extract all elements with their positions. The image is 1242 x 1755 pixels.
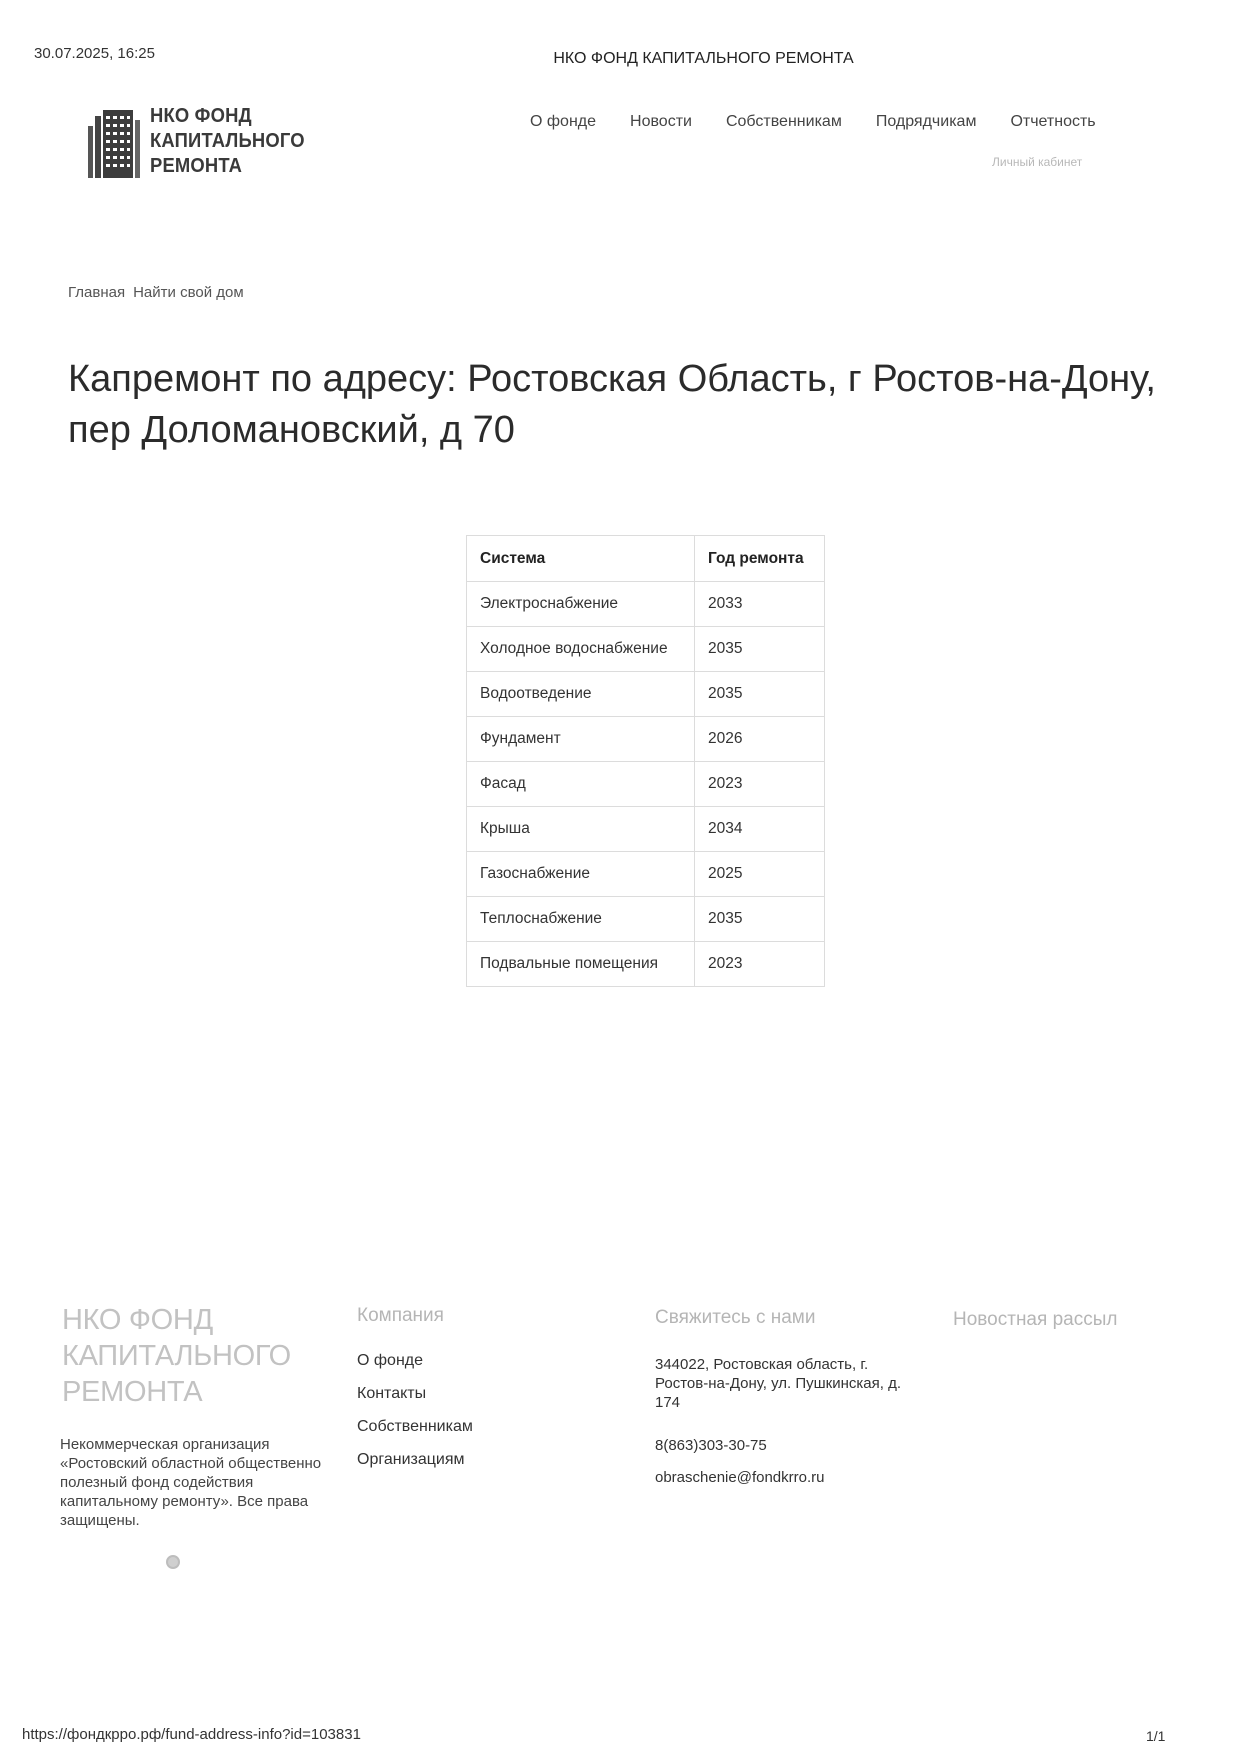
site-logo[interactable] xyxy=(88,104,318,179)
table-row xyxy=(467,627,825,672)
system-cell: Электроснабжение xyxy=(467,582,695,627)
main-nav xyxy=(530,113,1130,131)
year-cell: 2035 xyxy=(695,672,825,717)
footer-logo-line: КАПИТАЛЬНОГО xyxy=(62,1340,291,1372)
footer-phone[interactable]: 8(863)303-30-75 xyxy=(655,1437,767,1454)
logo-text xyxy=(150,104,305,179)
footer-logo-line: НКО ФОНД xyxy=(62,1304,213,1336)
social-circle-icon[interactable] xyxy=(166,1555,180,1569)
system-cell: Теплоснабжение xyxy=(467,897,695,942)
table-header-row xyxy=(467,536,825,582)
logo-line: НКО ФОНД xyxy=(150,105,252,127)
table-row xyxy=(467,672,825,717)
system-cell: Газоснабжение xyxy=(467,852,695,897)
footer-link-about[interactable]: О фонде xyxy=(357,1352,424,1369)
logo-line: РЕМОНТА xyxy=(150,155,243,177)
system-cell: Крыша xyxy=(467,807,695,852)
table-row xyxy=(467,807,825,852)
table-row xyxy=(467,582,825,627)
year-cell: 2025 xyxy=(695,852,825,897)
breadcrumb-current[interactable]: Найти свой дом xyxy=(133,284,244,301)
nav-item-contractors[interactable]: Подрядчикам xyxy=(875,113,977,130)
nav-item-news[interactable]: Новости xyxy=(630,113,692,130)
system-cell: Фундамент xyxy=(467,717,695,762)
footer-company-heading: Компания xyxy=(357,1305,444,1326)
nav-item-about[interactable]: О фонде xyxy=(530,113,597,130)
nav-item-reports[interactable]: Отчетность xyxy=(1010,113,1096,130)
footer-email[interactable]: obraschenie@fondkrro.ru xyxy=(655,1469,825,1486)
footer-link-contacts[interactable]: Контакты xyxy=(357,1385,427,1402)
year-cell: 2035 xyxy=(695,897,825,942)
footer-address: 344022, Ростовская область, г. Ростов-на-Дону, ул. Пушкинская, д. 174 xyxy=(655,1356,902,1411)
column-header-system: Система xyxy=(467,536,695,582)
footer-link-owners[interactable]: Собственникам xyxy=(357,1418,473,1435)
year-cell: 2033 xyxy=(695,582,825,627)
print-page-title: НКО ФОНД КАПИТАЛЬНОГО РЕМОНТА xyxy=(553,50,854,67)
building-logo-icon xyxy=(88,106,144,178)
page-title: Капремонт по адресу: Ростовская Область, г Ростов-на-Дону, пер Доломановский, д 70 xyxy=(68,358,1156,451)
nav-item-owners[interactable]: Собственникам xyxy=(725,113,842,130)
column-header-year: Год ремонта xyxy=(695,536,825,582)
footer-logo[interactable] xyxy=(62,1302,291,1410)
year-cell: 2035 xyxy=(695,627,825,672)
personal-cabinet-link[interactable]: Личный кабинет xyxy=(992,155,1083,169)
footer-link-organizations[interactable]: Организациям xyxy=(357,1451,465,1468)
footer-contact-heading: Свяжитесь с нами xyxy=(655,1307,816,1328)
footer-logo-line: РЕМОНТА xyxy=(62,1376,203,1408)
system-cell: Холодное водоснабжение xyxy=(467,627,695,672)
breadcrumb-home[interactable]: Главная xyxy=(68,284,126,301)
repair-schedule-table xyxy=(466,535,825,987)
year-cell: 2023 xyxy=(695,942,825,987)
year-cell: 2023 xyxy=(695,762,825,807)
logo-line: КАПИТАЛЬНОГО xyxy=(150,130,305,152)
table-row xyxy=(467,897,825,942)
table-row xyxy=(467,762,825,807)
print-datetime: 30.07.2025, 16:25 xyxy=(34,45,155,62)
footer-newsletter-heading: Новостная рассыл xyxy=(953,1309,1118,1330)
table-row xyxy=(467,852,825,897)
breadcrumb xyxy=(68,284,244,301)
footer-company-links xyxy=(357,1351,473,1483)
system-cell: Подвальные помещения xyxy=(467,942,695,987)
table-row xyxy=(467,717,825,762)
print-page-url: https://фондкрро.рф/fund-address-info?id=103831 xyxy=(22,1726,361,1743)
footer-description: Некоммерческая организация «Ростовский областной общественно полезный фонд содействия капитальному ремонту». Все права защищены. xyxy=(60,1436,322,1529)
year-cell: 2026 xyxy=(695,717,825,762)
system-cell: Водоотведение xyxy=(467,672,695,717)
year-cell: 2034 xyxy=(695,807,825,852)
table-row xyxy=(467,942,825,987)
print-page-counter: 1/1 xyxy=(1146,1728,1166,1744)
system-cell: Фасад xyxy=(467,762,695,807)
